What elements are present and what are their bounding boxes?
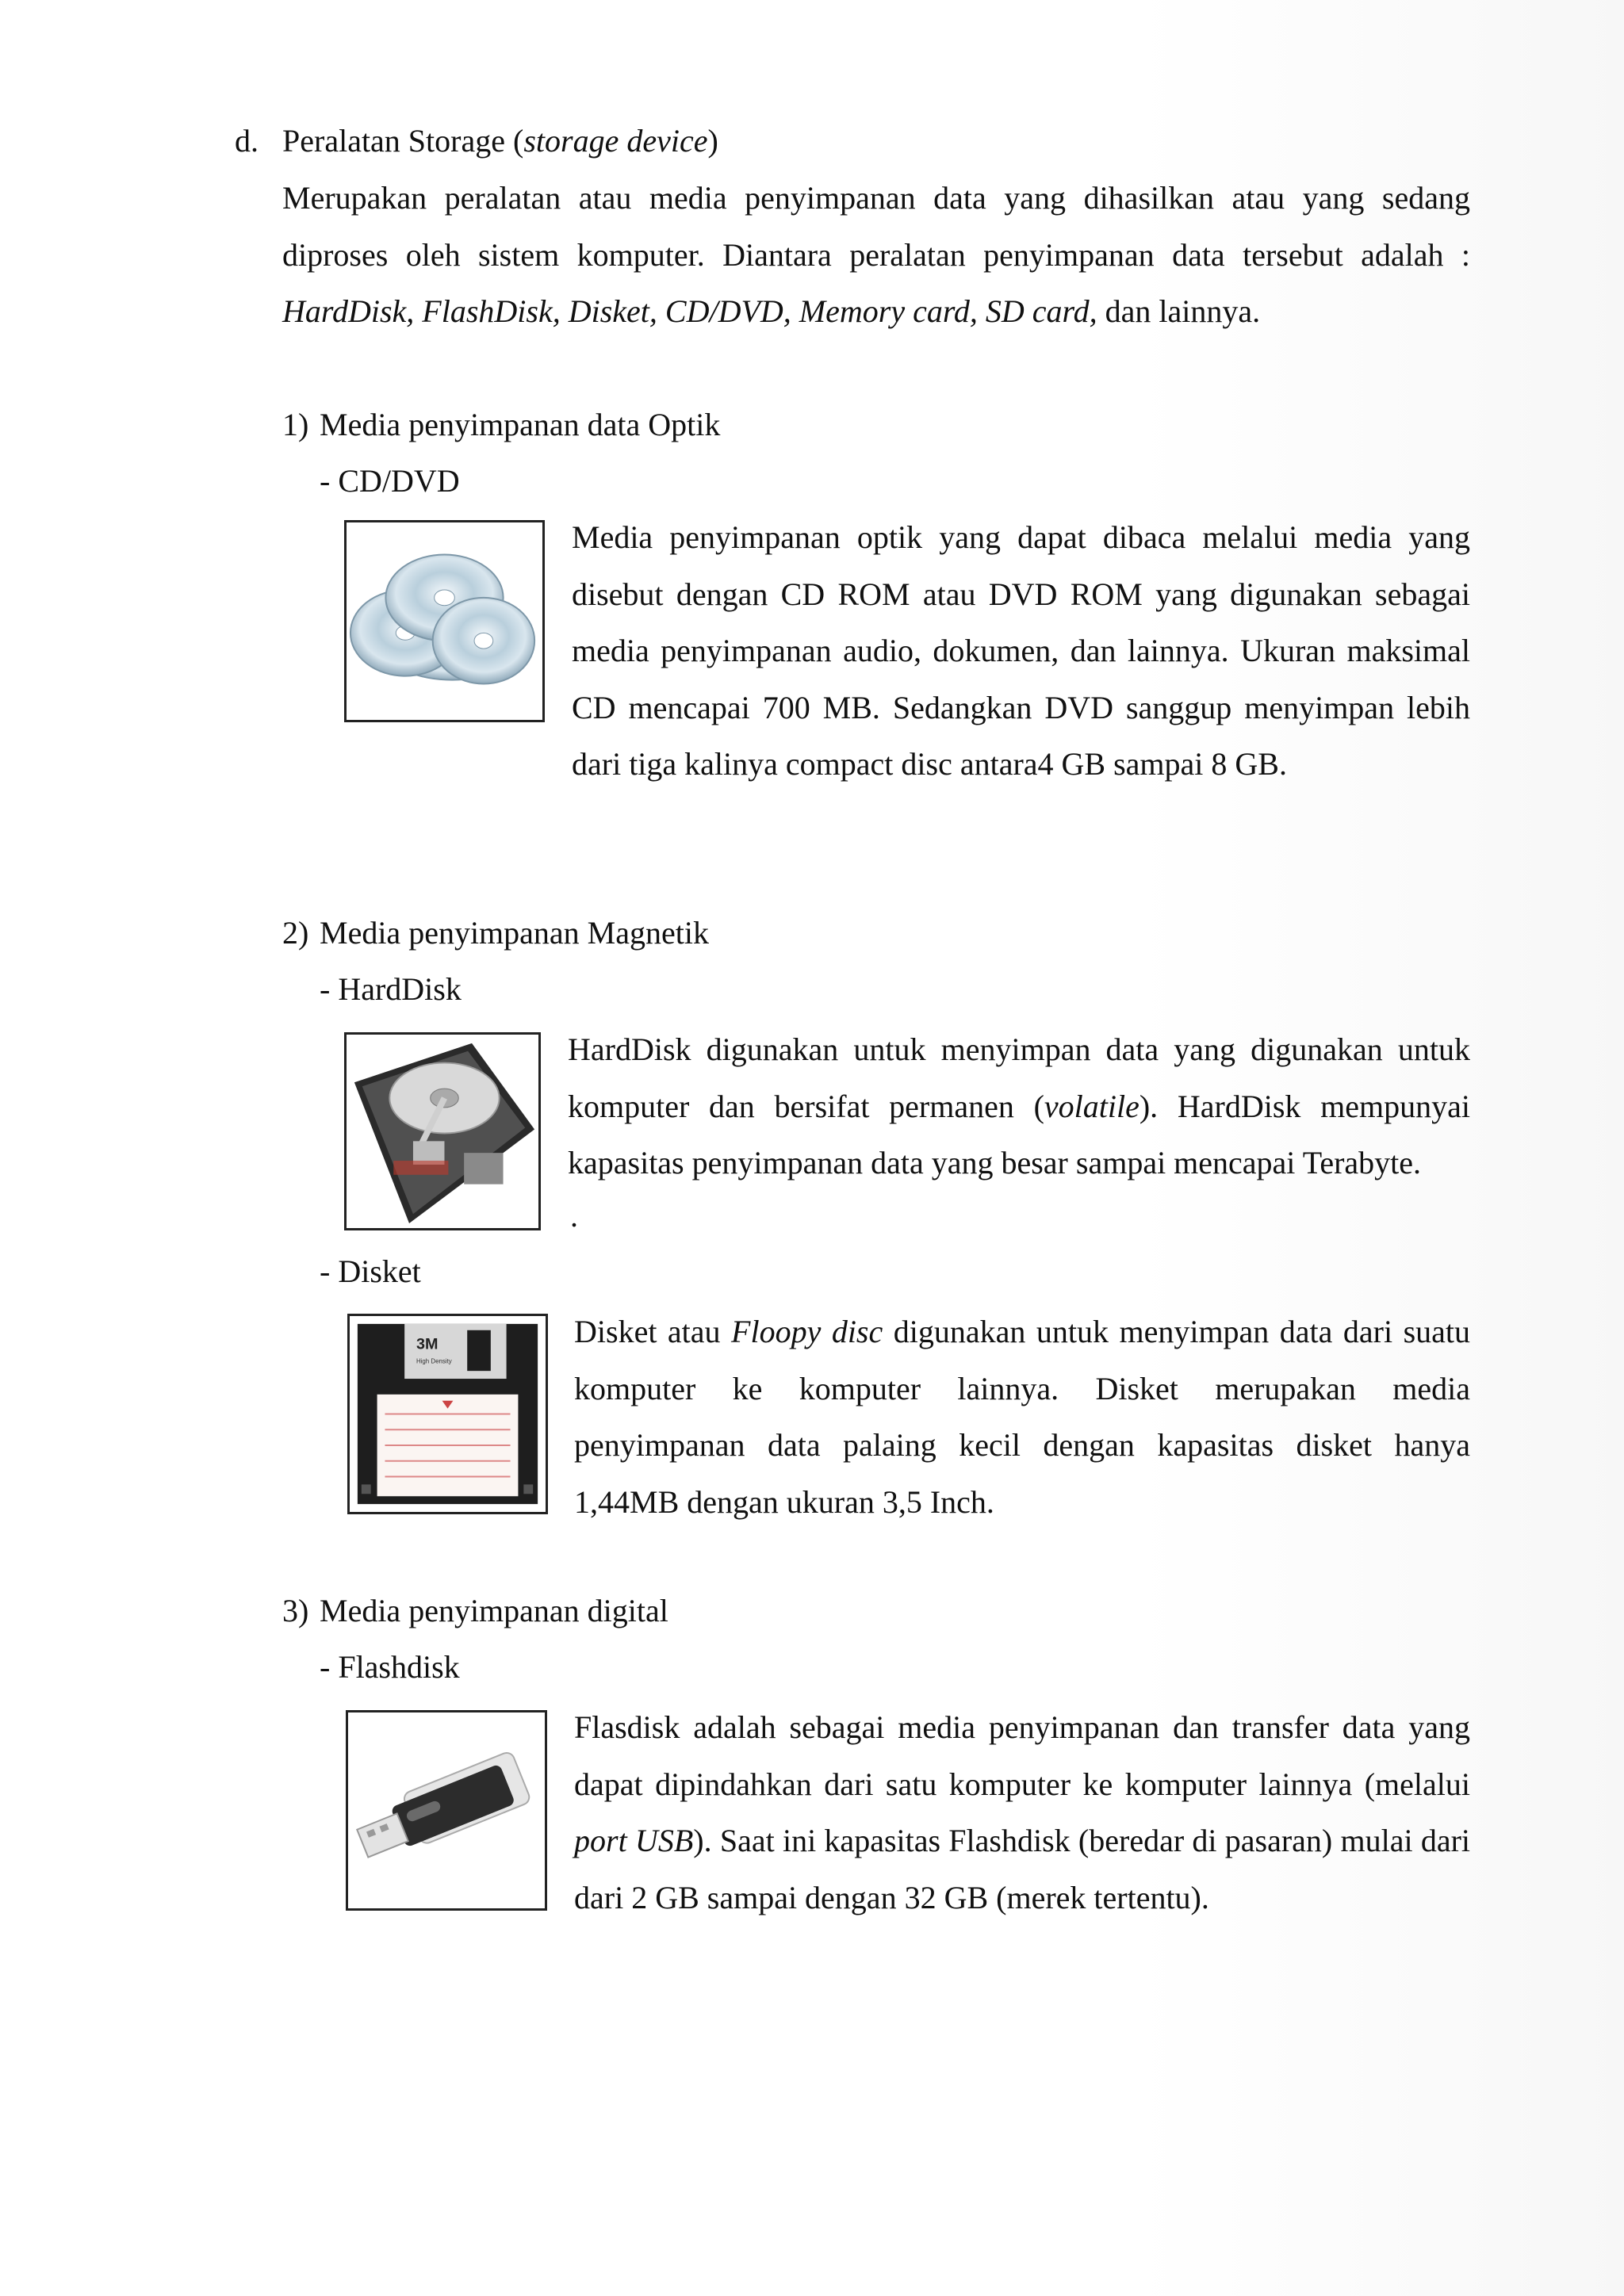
section-intro — [282, 170, 1470, 340]
item-3-heading: Media penyimpanan digital — [320, 1593, 668, 1628]
item-3-sub: - Flashdisk — [320, 1649, 460, 1685]
floppy-brand-label: 3M — [416, 1335, 439, 1353]
floppy-text-end: digunakan untuk menyimpan data dari suatu komputer ke komputer lainnya. Disket merupakan media penyimpanan data palaing kecil dengan kapasitas disket hanya 1,44MB dengan ukuran 3,5 Inch. — [574, 1314, 1471, 1520]
item-1-number: 1) — [282, 407, 309, 442]
cd-dvd-text: Media penyimpanan optik yang dapat dibaca melalui media yang disebut dengan CD ROM atau DVD ROM yang digunakan sebagai media penyimpanan audio, dokumen, dan lainnya. Ukuran maksimal CD mencapai 700 MB. Sedangkan DVD sanggup menyimpan lebih dari tiga kalinya compact disc antara4 GB sampai 8 GB. — [572, 519, 1470, 782]
floppy-text: Disket atau — [574, 1314, 732, 1349]
flashdisk-text-end: ). Saat ini kapasitas Flashdisk (beredar di pasaran) mulai dari dari 2 GB sampai dengan 32 GB (merek tertentu). — [574, 1823, 1471, 1915]
section-title-plain: Peralatan Storage ( — [282, 123, 524, 159]
harddisk-image — [344, 1032, 541, 1230]
floppy-text-italic: Floopy disc — [731, 1314, 883, 1349]
cd-stack-icon — [347, 522, 542, 720]
item-3-number: 3) — [282, 1593, 309, 1628]
item-2-sub-2: - Disket — [320, 1253, 421, 1289]
flashdisk-text-italic: port USB — [574, 1823, 694, 1858]
section-title — [282, 122, 718, 160]
harddisk-text: HardDisk digunakan untuk menyimpan data yang digunakan untuk komputer dan bersifat permanen ( — [568, 1031, 1470, 1124]
item-2-heading: Media penyimpanan Magnetik — [320, 915, 709, 951]
intro-italic-list: HardDisk, FlashDisk, Disket, CD/DVD, Memory card, SD card, — [282, 293, 1097, 329]
floppy-disk-icon — [350, 1316, 546, 1512]
flashdisk-image — [346, 1710, 547, 1911]
harddisk-text-italic: volatile — [1044, 1088, 1139, 1124]
item-1-description — [572, 509, 1470, 793]
item-2-description — [568, 1021, 1470, 1192]
harddisk-text-end: ). HardDisk mempunyai kapasitas penyimpanan data yang besar sampai mencapai Terabyte. — [568, 1088, 1470, 1181]
item-1-heading: Media penyimpanan data Optik — [320, 407, 721, 442]
item-2-description-2 — [574, 1303, 1470, 1530]
item-2-number: 2) — [282, 915, 309, 951]
section-title-close: ) — [707, 123, 718, 159]
floppy-image — [347, 1314, 548, 1514]
floppy-density-label: High Density — [416, 1357, 452, 1365]
section-title-italic: storage device — [523, 123, 708, 159]
harddisk-icon — [347, 1035, 538, 1228]
section-marker: d. — [235, 123, 259, 159]
intro-text-end: dan lainnya. — [1097, 293, 1261, 329]
flashdisk-text: Flasdisk adalah sebagai media penyimpanan dan transfer data yang dapat dipindahkan dari satu komputer ke komputer lainnya (melalui — [574, 1709, 1470, 1802]
intro-text: Merupakan peralatan atau media penyimpanan data yang dihasilkan atau yang sedang diproses oleh sistem komputer. Diantara peralatan penyimpanan data tersebut adalah : — [282, 180, 1470, 273]
item-1-sub: - CD/DVD — [320, 463, 460, 499]
harddisk-trailing-dot: . — [570, 1198, 578, 1234]
item-3-description — [574, 1699, 1470, 1926]
usb-flashdisk-icon — [348, 1712, 545, 1908]
item-2-sub: - HardDisk — [320, 971, 462, 1007]
cd-dvd-image — [344, 520, 545, 722]
